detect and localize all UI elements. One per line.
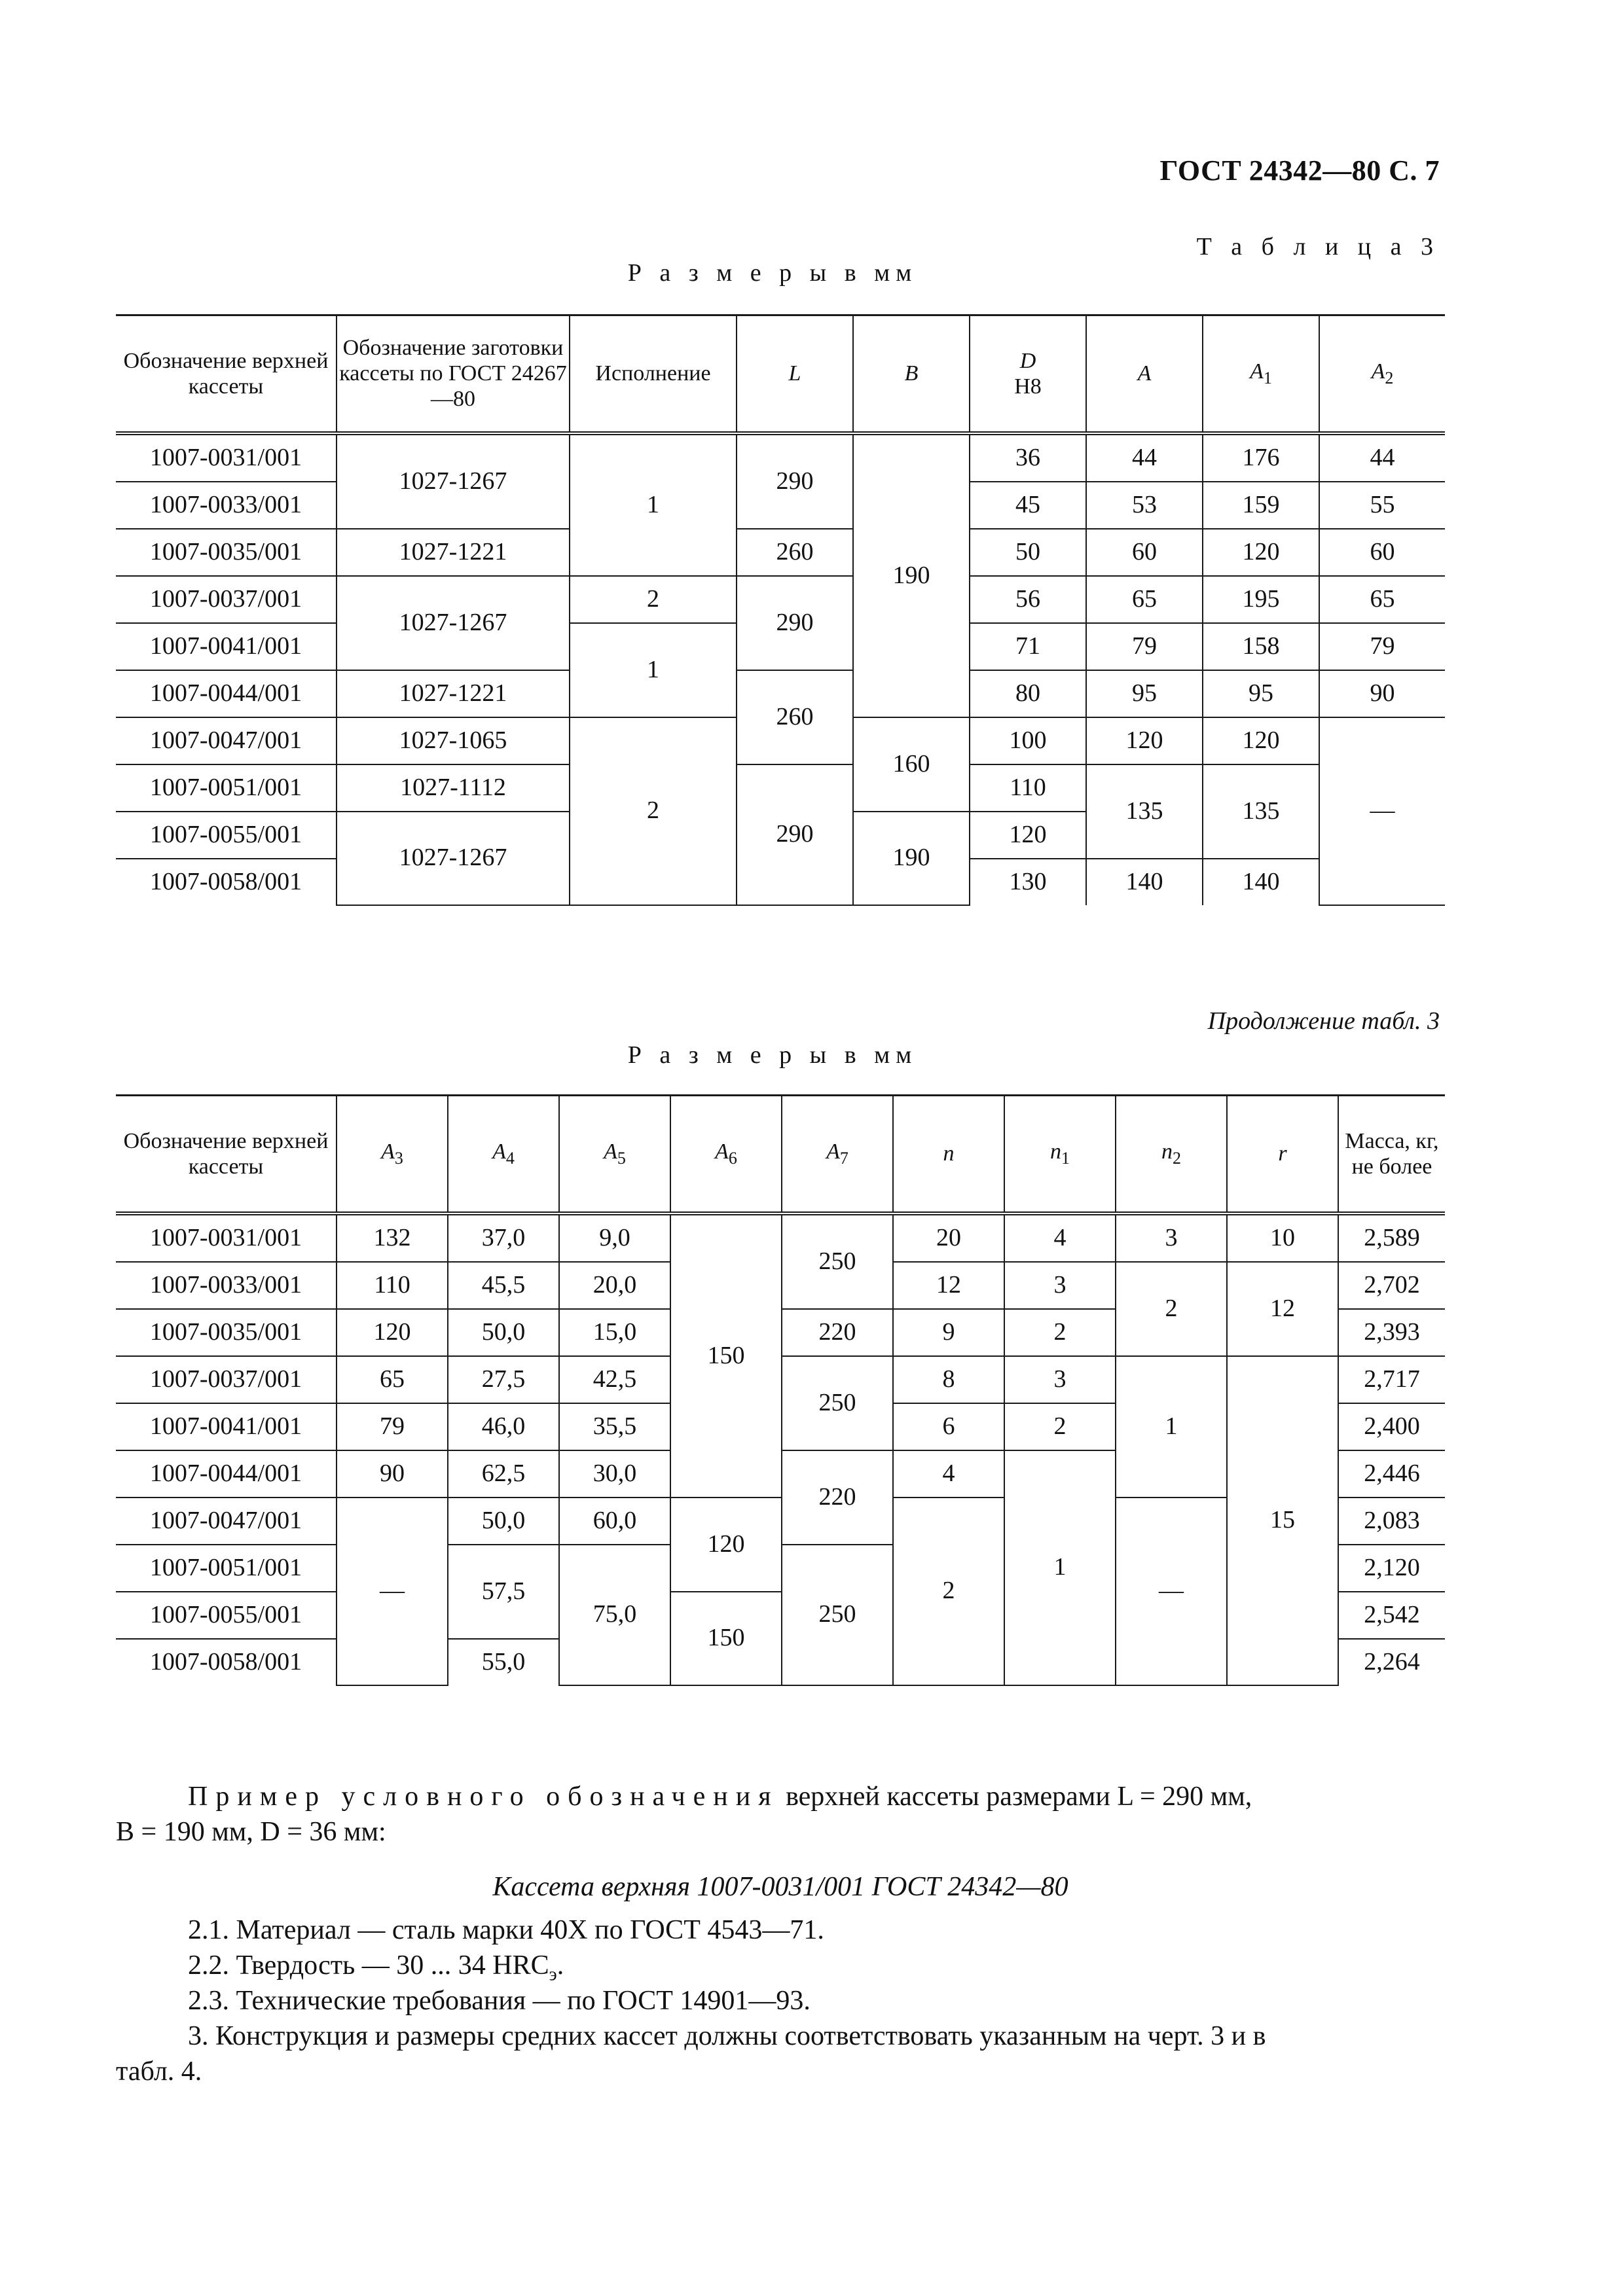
table-cell: 1007-0055/001 (116, 1592, 337, 1639)
table-cell: 140 (1203, 859, 1319, 905)
table-cell: 90 (1319, 670, 1445, 717)
header-mass: Масса, кг, не более (1338, 1096, 1445, 1213)
clause-2-3: 2.3. Технические требования — по ГОСТ 14901—93. (188, 1986, 811, 2016)
table-cell: 35,5 (559, 1403, 670, 1450)
table-cell: 1007-0035/001 (116, 529, 337, 576)
table-cell: 65 (1319, 576, 1445, 623)
table-cell: 120 (1086, 717, 1203, 764)
table-cell: 250 (782, 1545, 893, 1685)
table-cell: 80 (970, 670, 1086, 717)
header-A7: $A_7$ (782, 1096, 893, 1213)
table-cell: 56 (970, 576, 1086, 623)
table-cell: 120 (337, 1309, 448, 1356)
clause-3-line2: табл. 4. (116, 2056, 202, 2087)
header-A3: $A_3$ (337, 1096, 448, 1213)
table-cell: 8 (893, 1356, 1004, 1403)
table-cell: 55,0 (448, 1639, 559, 1685)
header-cassette-designation: Обозначение верхней кассеты (116, 315, 337, 433)
table-cell: 1027-1267 (337, 812, 570, 905)
table-cell: 2 (570, 717, 737, 905)
table-cell: 1007-0033/001 (116, 1262, 337, 1309)
table-3 (116, 314, 1445, 906)
table-cell: 1007-0041/001 (116, 623, 337, 670)
table-cell: 260 (737, 670, 853, 764)
clause-2-2: 2.2. Твердость — 30 ... 34 $HRC_э$. (188, 1950, 564, 1985)
table-cell: 1 (1004, 1450, 1116, 1685)
table-cell: 1007-0047/001 (116, 717, 337, 764)
table-cell: 2,120 (1338, 1545, 1445, 1592)
table-cell: 2,589 (1338, 1213, 1445, 1262)
table-cell: 1007-0031/001 (116, 1213, 337, 1262)
header-A1: $A_1$ (1203, 315, 1319, 433)
header-n2: $n_2$ (1116, 1096, 1227, 1213)
table-cell: 2,717 (1338, 1356, 1445, 1403)
table-row (116, 576, 1445, 623)
clause-3: 3. Конструкция и размеры средних кассет должны соответствовать указанным на черт. 3 и в (188, 2021, 1266, 2051)
header-A6: $A_6$ (670, 1096, 782, 1213)
table-cell: 110 (970, 764, 1086, 812)
table-cell: 53 (1086, 482, 1203, 529)
table-cell: 95 (1086, 670, 1203, 717)
table-cell: 45,5 (448, 1262, 559, 1309)
table-cell: 1007-0055/001 (116, 812, 337, 859)
table-cell: 2 (1004, 1403, 1116, 1450)
table-cell: 120 (1203, 717, 1319, 764)
table-cell: 15 (1227, 1356, 1338, 1685)
table-cell: 1 (570, 433, 737, 576)
table-cell: 9 (893, 1309, 1004, 1356)
table-cell: 60 (1086, 529, 1203, 576)
table-cell: 90 (337, 1450, 448, 1498)
table-cell: 12 (893, 1262, 1004, 1309)
example-paragraph-line2: B = 190 мм, D = 36 мм: (116, 1817, 386, 1847)
table-cell: 20 (893, 1213, 1004, 1262)
table-cell: 57,5 (448, 1545, 559, 1639)
table-cell: 290 (737, 764, 853, 905)
table-cell: 2 (893, 1498, 1004, 1685)
table-cell: 1027-1221 (337, 670, 570, 717)
table-cell: 46,0 (448, 1403, 559, 1450)
table-cell: 160 (853, 717, 970, 812)
table-cell: 1007-0058/001 (116, 859, 337, 905)
table-cell: 20,0 (559, 1262, 670, 1309)
table-cell: 120 (970, 812, 1086, 859)
header-A4: $A_4$ (448, 1096, 559, 1213)
table-cell: 2,446 (1338, 1450, 1445, 1498)
example-paragraph: Пример условного обозначения верхней кассеты размерами L = 290 мм, (188, 1782, 1252, 1812)
table-cell: 1027-1065 (337, 717, 570, 764)
table-cell: 1007-0031/001 (116, 433, 337, 482)
table-cell: 110 (337, 1262, 448, 1309)
table-cell: 260 (737, 529, 853, 576)
table-cell: 1 (570, 623, 737, 717)
table-cell: 1007-0041/001 (116, 1403, 337, 1450)
table-cell: 50,0 (448, 1309, 559, 1356)
table-cell: 220 (782, 1450, 893, 1545)
table-cell: — (337, 1498, 448, 1685)
table-cell: 4 (893, 1450, 1004, 1498)
table-cell: 9,0 (559, 1213, 670, 1262)
table-3-continued (116, 1094, 1445, 1686)
table-cell: 250 (782, 1213, 893, 1309)
table-cell: 1027-1112 (337, 764, 570, 812)
table-cell: 120 (670, 1498, 782, 1592)
table-cell: 150 (670, 1213, 782, 1498)
table-cell: 1027-1267 (337, 433, 570, 529)
table-cell: 3 (1004, 1262, 1116, 1309)
table-cell: 50 (970, 529, 1086, 576)
header-cassette-designation: Обозначение верхней кассеты (116, 1096, 337, 1213)
table-cell: 1007-0051/001 (116, 764, 337, 812)
table-cell: 120 (1203, 529, 1319, 576)
table-cell: 2,264 (1338, 1639, 1445, 1685)
table-cell: 1007-0044/001 (116, 1450, 337, 1498)
table-cell: 42,5 (559, 1356, 670, 1403)
table-cell: 100 (970, 717, 1086, 764)
table-cell: 1007-0047/001 (116, 1498, 337, 1545)
table-cell: 290 (737, 433, 853, 529)
table2-units-caption: Р а з м е р ы в мм (627, 1041, 918, 1069)
table-cell: 3 (1004, 1356, 1116, 1403)
table-cell: 60,0 (559, 1498, 670, 1545)
table-cell: 2,393 (1338, 1309, 1445, 1356)
table-row (116, 764, 1445, 812)
header-version: Исполнение (570, 315, 737, 433)
header-n: n (893, 1096, 1004, 1213)
clause-2-1: 2.1. Материал — сталь марки 40Х по ГОСТ 4543—71. (188, 1915, 824, 1945)
header-A5: $A_5$ (559, 1096, 670, 1213)
table-number-label: Т а б л и ц а 3 (1196, 233, 1440, 260)
example-designation: Кассета верхняя 1007-0031/001 ГОСТ 24342—80 (492, 1872, 1068, 1902)
table-cell: 1007-0037/001 (116, 576, 337, 623)
table-cell: 135 (1203, 764, 1319, 859)
table-cell: 176 (1203, 433, 1319, 482)
table-cell: 2,400 (1338, 1403, 1445, 1450)
table-cell: 190 (853, 812, 970, 905)
header-A2: $A_2$ (1319, 315, 1445, 433)
table-cell: 190 (853, 433, 970, 717)
table-cell: 3 (1116, 1213, 1227, 1262)
table1-units-caption: Р а з м е р ы в мм (627, 259, 918, 287)
table-cell: 55 (1319, 482, 1445, 529)
table-row (116, 670, 1445, 717)
header-r: r (1227, 1096, 1338, 1213)
table-cell: 135 (1086, 764, 1203, 859)
table-cell: 44 (1319, 433, 1445, 482)
table-cell: 2,083 (1338, 1498, 1445, 1545)
table-row (116, 529, 1445, 576)
table-cell: 62,5 (448, 1450, 559, 1498)
table-cell: 10 (1227, 1213, 1338, 1262)
table-cell: 60 (1319, 529, 1445, 576)
table-cell: 2 (1004, 1309, 1116, 1356)
table-cell: 150 (670, 1592, 782, 1685)
table-cell: 1007-0035/001 (116, 1309, 337, 1356)
table-row (116, 1213, 1445, 1262)
table-cell: 220 (782, 1309, 893, 1356)
table-cell: 44 (1086, 433, 1203, 482)
table-cell: 2,542 (1338, 1592, 1445, 1639)
table-cell: 1027-1221 (337, 529, 570, 576)
table-cell: 65 (337, 1356, 448, 1403)
table-cell: 50,0 (448, 1498, 559, 1545)
table-cell: 1 (1116, 1356, 1227, 1498)
table-cell: 71 (970, 623, 1086, 670)
header-L: L (737, 315, 853, 433)
table-cell: 158 (1203, 623, 1319, 670)
table-cell: 1007-0037/001 (116, 1356, 337, 1403)
table-cell: 132 (337, 1213, 448, 1262)
table-cell: 79 (1319, 623, 1445, 670)
table-cell: 2,702 (1338, 1262, 1445, 1309)
table-continuation-label: Продолжение табл. 3 (1207, 1007, 1440, 1035)
table-cell: 290 (737, 576, 853, 670)
table-cell: 37,0 (448, 1213, 559, 1262)
table-cell: 1027-1267 (337, 576, 570, 670)
table-cell: 95 (1203, 670, 1319, 717)
table-cell: 36 (970, 433, 1086, 482)
table-cell: 130 (970, 859, 1086, 905)
table-cell: 79 (1086, 623, 1203, 670)
table-cell: 250 (782, 1356, 893, 1450)
header-blank-designation: Обозначение заготовки кассеты по ГОСТ 24267—80 (337, 315, 570, 433)
table-cell: 1007-0058/001 (116, 1639, 337, 1685)
table-cell: 79 (337, 1403, 448, 1450)
table-row (116, 433, 1445, 482)
table-cell: 45 (970, 482, 1086, 529)
table-cell: 140 (1086, 859, 1203, 905)
header-n1: $n_1$ (1004, 1096, 1116, 1213)
table-cell: — (1319, 717, 1445, 905)
document-reference: ГОСТ 24342—80 С. 7 (1159, 154, 1440, 187)
table-cell: 195 (1203, 576, 1319, 623)
table-cell: 1007-0033/001 (116, 482, 337, 529)
table-cell: — (1116, 1498, 1227, 1685)
table-cell: 12 (1227, 1262, 1338, 1356)
table-cell: 2 (570, 576, 737, 623)
table-cell: 75,0 (559, 1545, 670, 1685)
table-cell: 30,0 (559, 1450, 670, 1498)
header-B: B (853, 315, 970, 433)
header-A: A (1086, 315, 1203, 433)
table-cell: 1007-0044/001 (116, 670, 337, 717)
table-cell: 2 (1116, 1262, 1227, 1356)
table-cell: 159 (1203, 482, 1319, 529)
table-cell: 65 (1086, 576, 1203, 623)
table-cell: 4 (1004, 1213, 1116, 1262)
table-cell: 15,0 (559, 1309, 670, 1356)
header-D-H8: D H8 (970, 315, 1086, 433)
table-cell: 27,5 (448, 1356, 559, 1403)
table-cell: 1007-0051/001 (116, 1545, 337, 1592)
table-cell: 6 (893, 1403, 1004, 1450)
